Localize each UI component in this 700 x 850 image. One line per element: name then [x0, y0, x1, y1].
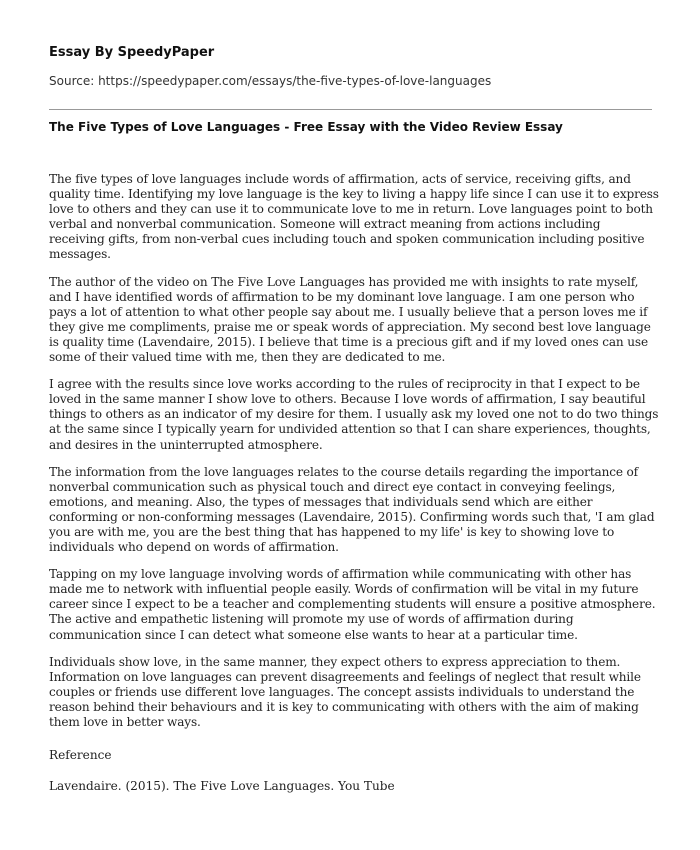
- essay-paragraph: Individuals show love, in the same manner, they expect others to express appreciation to them. Information on love languages can prevent disagreements and feelings of neglect that result while couples or friends use different love languages. The concept assists individuals to understand the reason behind their behaviours and it is key to communicating with others with the aim of making them love in better ways.: [49, 654, 641, 729]
- essay-paragraph: Tapping on my love language involving words of affirmation while communicating with other has made me to network with influential people easily. Words of confirmation will be vital in my future career since I expect to be a teacher and complementing students will ensure a positive atmosphere. The active and empathetic listening will promote my use of words of affirmation during communication since I can detect what someone else wants to hear at a particular time.: [49, 567, 656, 642]
- essay-title: The Five Types of Love Languages - Free Essay with the Video Review Essay: [49, 120, 563, 134]
- document-brand: Essay By SpeedyPaper: [49, 45, 215, 60]
- essay-paragraph: I agree with the results since love works according to the rules of reciprocity in that I expect to be loved in the same manner I show love to others. Because I love words of affirmation, I say beautiful things to others as an indicator of my desire for them. I usually ask my loved one not to do two things at the same since I typically yearn for undivided attention so that I can share experiences, thoughts, and desires in the uninterrupted atmosphere.: [49, 377, 659, 452]
- essay-paragraph: The five types of love languages include words of affirmation, acts of service, receiving gifts, and quality time. Identifying my love language is the key to living a happy life since I can use it to express love to others and they can use it to communicate love to me in return. Love languages point to both verbal and nonverbal communication. Someone will extract meaning from actions including receiving gifts, from non-verbal cues including touch and spoken communication including positive messages.: [49, 172, 659, 262]
- reference-item: Lavendaire. (2015). The Five Love Languages. You Tube: [49, 779, 395, 793]
- essay-body: [49, 172, 659, 742]
- essay-paragraph: The information from the love languages relates to the course details regarding the importance of nonverbal communication such as physical touch and direct eye contact in conveying feelings, emotions, and meaning. Also, the types of messages that individuals send which are either conforming or non-conforming messages (Lavendaire, 2015). Confirming words such that, 'I am glad you are with me, you are the best thing that has happened to my life' is key to showing love to individuals who depend on words of affirmation.: [49, 464, 655, 555]
- essay-paragraph: The author of the video on The Five Love Languages has provided me with insights to rate myself, and I have identified words of affirmation to be my dominant love language. I am one person who pays a lot of attention to what other people say about me. I usually believe that a person loves me if they give me compliments, praise me or speak words of appreciation. My second best love language is quality time (Lavendaire, 2015). I believe that time is a precious gift and if my loved ones can use some of their valued time with me, then they are dedicated to me.: [49, 274, 651, 365]
- header-divider: [49, 109, 652, 110]
- reference-heading: Reference: [49, 748, 112, 762]
- source-url: Source: https://speedypaper.com/essays/the-five-types-of-love-languages: [49, 74, 492, 88]
